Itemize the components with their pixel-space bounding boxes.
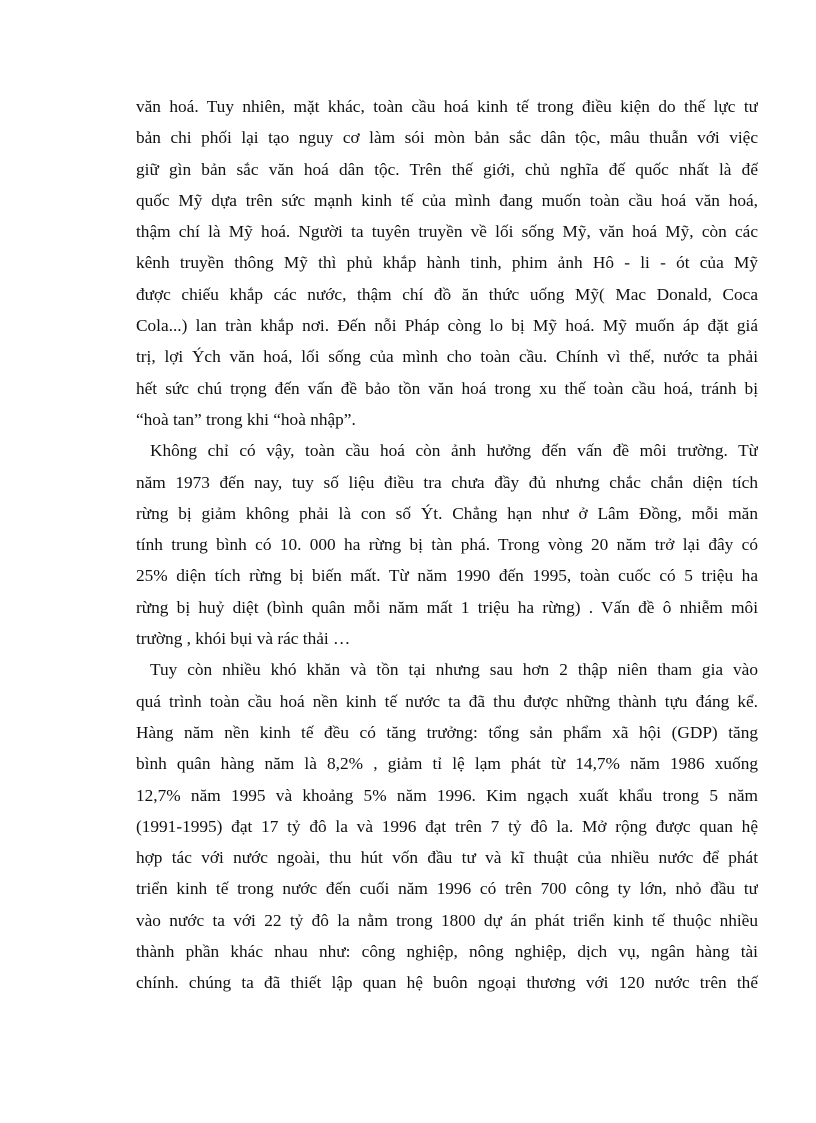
text-line: thậm chí là Mỹ hoá. Người ta tuyên truyền về lối sống Mỹ, văn hoá Mỹ, còn các <box>136 222 758 242</box>
text-line: thành phần khác nhau như: công nghiệp, nông nghiệp, dịch vụ, ngân hàng tài <box>136 942 758 962</box>
text-line: bình quân hàng năm là 8,2% , giảm tỉ lệ lạm phát từ 14,7% năm 1986 xuống <box>136 754 758 774</box>
text-line: 25% diện tích rừng bị biến mất. Từ năm 1990 đến 1995, toàn cuốc có 5 triệu ha <box>136 566 758 586</box>
paragraph-environment <box>136 435 758 654</box>
text-line: Hàng năm nền kinh tế đều có tăng trưởng: tổng sản phẩm xã hội (GDP) tăng <box>136 722 758 742</box>
text-line: vào nước ta với 22 tỷ đô la nằm trong 1800 dự án phát triển kinh tế thuộc nhiều <box>136 910 758 930</box>
text-line: hợp tác với nước ngoài, thu hút vốn đầu tư và kĩ thuật của nhiều nước để phát <box>136 848 758 868</box>
paragraph-cultural-globalization <box>136 91 758 435</box>
text-line: rừng bị giảm không phải là con số Ýt. Chẳng hạn như ở Lâm Đồng, mỗi măn <box>136 503 758 523</box>
text-line: giữ gìn bản sắc văn hoá dân tộc. Trên thế giới, chủ nghĩa đế quốc nhất là đế <box>136 159 758 179</box>
text-line: trị, lợi Ých văn hoá, lối sống của mình cho toàn cầu. Chính vì thế, nước ta phải <box>136 347 758 367</box>
text-line: quá trình toàn cầu hoá nền kinh tế nước ta đã thu được những thành tựu đáng kể. <box>136 691 758 711</box>
text-line: được chiếu khắp các nước, thậm chí đồ ăn thức uống Mỹ( Mac Donald, Coca <box>136 284 758 304</box>
text-line: quốc Mỹ dựa trên sức mạnh kinh tế của mình đang muốn toàn cầu hoá văn hoá, <box>136 190 758 210</box>
text-line: kênh truyền thông Mỹ thì phủ khắp hành tinh, phim ảnh Hô - li - ót của Mỹ <box>136 253 758 273</box>
text-line: trường , khói bụi và rác thải … <box>136 629 351 649</box>
body-text <box>136 91 758 999</box>
text-line: năm 1973 đến nay, tuy số liệu điều tra chưa đầy đủ nhưng chắc chắn diện tích <box>136 472 758 492</box>
text-line: “hoà tan” trong khi “hoà nhập”. <box>136 409 356 429</box>
text-line: Tuy còn nhiều khó khăn và tồn tại nhưng sau hơn 2 thập niên tham gia vào <box>150 660 758 680</box>
text-line: Không chỉ có vậy, toàn cầu hoá còn ảnh hưởng đến vấn đề môi trường. Từ <box>150 441 758 461</box>
text-line: bản chi phối lại tạo nguy cơ làm sói mòn bản sắc dân tộc, mâu thuẫn với việc <box>136 128 758 148</box>
text-line: chính. chúng ta đã thiết lập quan hệ buôn ngoại thương với 120 nước trên thế <box>136 973 758 993</box>
text-line: văn hoá. Tuy nhiên, mặt khác, toàn cầu hoá kinh tế trong điều kiện do thế lực tư <box>136 97 758 116</box>
text-line: (1991-1995) đạt 17 tỷ đô la và 1996 đạt trên 7 tỷ đô la. Mở rộng được quan hệ <box>136 816 758 836</box>
paragraph-economic-achievements <box>136 654 758 998</box>
text-line: hết sức chú trọng đến vấn đề bảo tồn văn hoá trong xu thế toàn cầu hoá, tránh bị <box>136 378 758 398</box>
text-line: Cola...) lan tràn khắp nơi. Đến nỗi Pháp còng lo bị Mỹ hoá. Mỹ muốn áp đặt giá <box>136 316 758 336</box>
text-line: triển kinh tế trong nước đến cuối năm 1996 có trên 700 công ty lớn, nhỏ đầu tư <box>136 879 758 899</box>
text-line: 12,7% năm 1995 và khoảng 5% năm 1996. Kim ngạch xuất khẩu trong 5 năm <box>136 785 758 805</box>
text-line: tính trung bình có 10. 000 ha rừng bị tàn phá. Trong vòng 20 năm trở lại đây có <box>136 535 758 555</box>
text-line: rừng bị huỷ diệt (bình quân mỗi năm mất 1 triệu ha rừng) . Vấn đề ô nhiễm môi <box>136 597 758 617</box>
